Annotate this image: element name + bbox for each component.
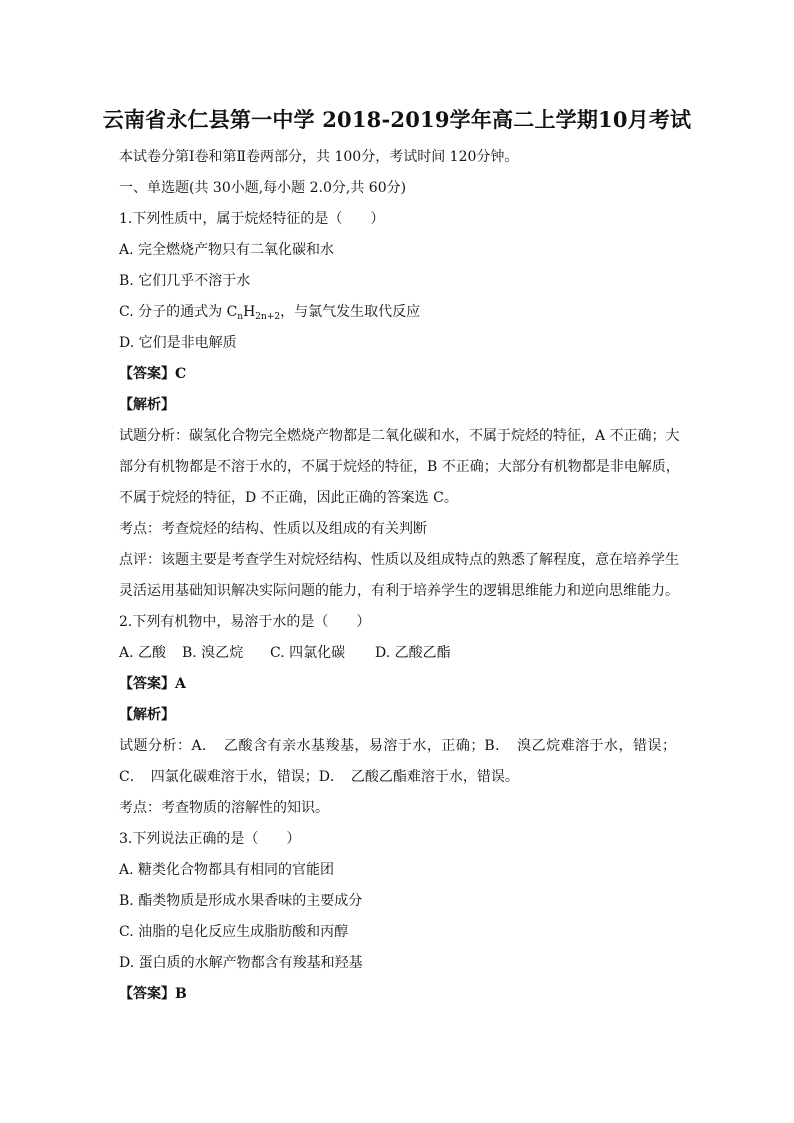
q1-option-c-sub-2n2: 2n+2	[255, 312, 281, 322]
q3-option-d: D. 蛋白质的水解产物都含有羧基和羟基	[119, 955, 363, 971]
q1-analysis-line-1: 试题分析：碳氢化合物完全燃烧产物都是二氧化碳和水，不属于烷烃的特征，A 不正确；大	[119, 428, 680, 444]
q1-analysis-line-3: 不属于烷烃的特征，D 不正确，因此正确的答案选 C。	[119, 490, 458, 506]
q1-option-b: B. 它们几乎不溶于水	[119, 273, 251, 289]
q1-kaodian: 考点：考查烷烃的结构、性质以及组成的有关判断	[119, 521, 427, 537]
q1-option-c-sub-n: n	[237, 312, 244, 322]
q1-analysis-label: 【解析】	[119, 397, 175, 413]
q1-option-a: A. 完全燃烧产物只有二氧化碳和水	[119, 242, 335, 258]
q1-dianping-line-1: 点评：该题主要是考查学生对烷烃结构、性质以及组成特点的熟悉了解程度，意在培养学生	[119, 552, 679, 568]
q1-dianping-line-2: 灵活运用基础知识解决实际问题的能力，有利于培养学生的逻辑思维能力和逆向思维能力。	[119, 583, 679, 599]
q2-option-b: B. 溴乙烷	[182, 645, 244, 661]
q1-option-c-h: H	[243, 304, 256, 320]
q3-stem: 3.下列说法正确的是（ ）	[119, 831, 301, 847]
exam-intro: 本试卷分第Ⅰ卷和第Ⅱ卷两部分，共 100分，考试时间 120分钟。	[119, 149, 519, 165]
q1-stem: 1.下列性质中，属于烷烃特征的是（ ）	[119, 211, 385, 227]
q2-option-a: A. 乙酸	[119, 645, 167, 661]
q1-option-d: D. 它们是非电解质	[119, 335, 237, 351]
q1-analysis-line-2: 部分有机物都是不溶于水的，不属于烷烃的特征，B 不正确；大部分有机物都是非电解质，	[119, 459, 680, 475]
q3-answer: 【答案】B	[119, 986, 187, 1002]
section-heading: 一、单选题(共 30小题,每小题 2.0分,共 60分)	[119, 180, 407, 196]
q2-stem: 2.下列有机物中，易溶于水的是（ ）	[119, 614, 371, 630]
q2-options-row	[119, 644, 451, 662]
q2-option-d: D. 乙酸乙酯	[375, 645, 451, 661]
q3-option-a: A. 糖类化合物都具有相同的官能团	[119, 862, 335, 878]
q1-option-c-suffix: ，与氯气发生取代反应	[280, 304, 421, 320]
q1-answer: 【答案】C	[119, 366, 187, 382]
q3-option-b: B. 酯类物质是形成水果香味的主要成分	[119, 893, 363, 909]
q2-kaodian: 考点：考查物质的溶解性的知识。	[119, 800, 329, 816]
q2-option-c: C. 四氯化碳	[270, 645, 346, 661]
q2-analysis-line-2: C． 四氯化碳难溶于水，错误；D． 乙酸乙酯难溶于水，错误。	[119, 769, 519, 785]
q2-analysis-line-1: 试题分析：A． 乙酸含有亲水基羧基，易溶于水，正确；B． 溴乙烷难溶于水，错误；	[119, 738, 676, 754]
q2-analysis-label: 【解析】	[119, 707, 175, 723]
q1-option-c-prefix: C. 分子的通式为 C	[119, 304, 238, 320]
q1-option-c	[119, 303, 420, 321]
exam-title: 云南省永仁县第一中学 2018-2019学年高二上学期10月考试	[102, 107, 692, 132]
q3-option-c: C. 油脂的皂化反应生成脂肪酸和丙醇	[119, 924, 349, 940]
q2-answer: 【答案】A	[119, 676, 186, 692]
